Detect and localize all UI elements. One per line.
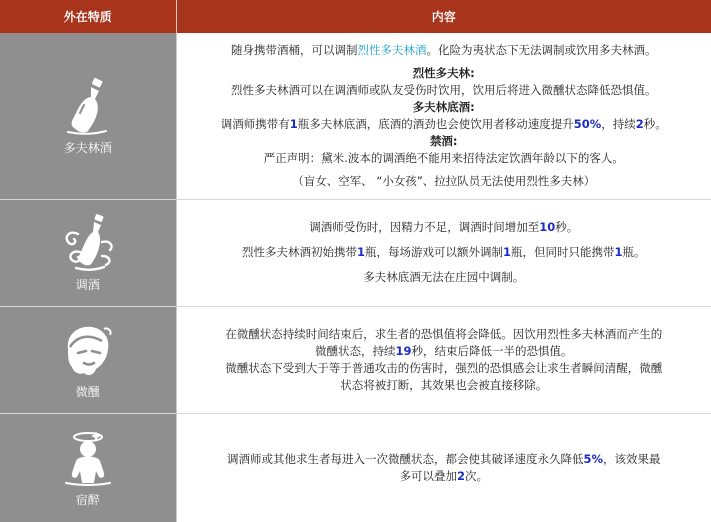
header-trait: 外在特质 [0, 0, 176, 33]
table-row [0, 33, 711, 199]
content-line: 微醺状态，持续19秒，结束后降低一半的恐惧值。 [314, 343, 573, 358]
header-content: 内容 [176, 0, 711, 33]
content-line: 微醺状态下受到大于等于普通攻击的伤害时，强烈的恐惧感会让求生者瞬间清醒，微醺 [225, 360, 663, 375]
content-line: 调酒师受伤时，因精力不足，调酒时间增加至10秒。 [309, 220, 579, 234]
content-line: 严正声明：黛米.波本的调酒绝不能用来招待法定饮酒年龄以下的客人。 [263, 150, 624, 165]
content-line: 随身携带酒桶，可以调制烈性多夫林酒。化险为夷状态下无法调制或饮用多夫林酒。 [231, 42, 657, 57]
content-line: 调酒师或其他求生者每进入一次微醺状态，都会使其破译速度永久降低5%，该效果最 [226, 451, 661, 466]
content-line: 多可以叠加2次。 [399, 468, 488, 483]
table-row [0, 199, 711, 306]
liquor-bottle-icon [58, 75, 118, 135]
table-header-row [0, 0, 711, 33]
mixing-bottle-swirl-icon [58, 212, 118, 272]
trait-label: 多夫林酒 [63, 141, 112, 156]
trait-label: 宿醉 [75, 493, 100, 507]
content-line: 调酒师携带有1瓶多夫林底酒，底酒的酒劲也会使饮用者移动速度提升50%，持续2秒。 [220, 116, 667, 131]
content-cell [176, 199, 711, 306]
content-line: 烈性多夫林酒初始携带1瓶，每场游戏可以额外调制1瓶，但同时只能携带1瓶。 [241, 245, 646, 259]
trait-cell [0, 413, 176, 522]
tipsy-face-icon [58, 319, 118, 379]
table-row [0, 306, 711, 413]
content-line: 烈性多夫林酒可以在调酒师或队友受伤时饮用，饮用后将进入微醺状态降低恐惧值。 [231, 82, 657, 97]
content-line: 状态将被打断，其效果也会被直接移除。 [340, 377, 548, 392]
trait-cell [0, 33, 176, 199]
content-line: 多夫林底酒无法在庄园中调制。 [363, 270, 525, 284]
trait-cell [0, 306, 176, 413]
strong-dovlin-link[interactable]: 烈性多夫林酒 [357, 42, 427, 57]
table-row [0, 413, 711, 522]
trait-cell [0, 199, 176, 306]
content-cell [176, 33, 711, 199]
content-cell [176, 413, 711, 522]
content-line: 在微醺状态持续时间结束后，求生者的恐惧值将会降低。因饮用烈性多夫林酒而产生的 [225, 326, 663, 341]
section-heading: 禁酒: [429, 133, 458, 148]
content-line: （盲女、空军、 “小女孩”、拉拉队员无法使用烈性多夫林） [292, 173, 596, 188]
content-cell [176, 306, 711, 413]
trait-label: 微醺 [75, 385, 100, 399]
hangover-figure-icon [58, 427, 118, 487]
trait-label: 调酒 [75, 278, 100, 292]
section-heading: 烈性多夫林: [412, 65, 475, 80]
section-heading: 多夫林底酒: [412, 99, 475, 114]
